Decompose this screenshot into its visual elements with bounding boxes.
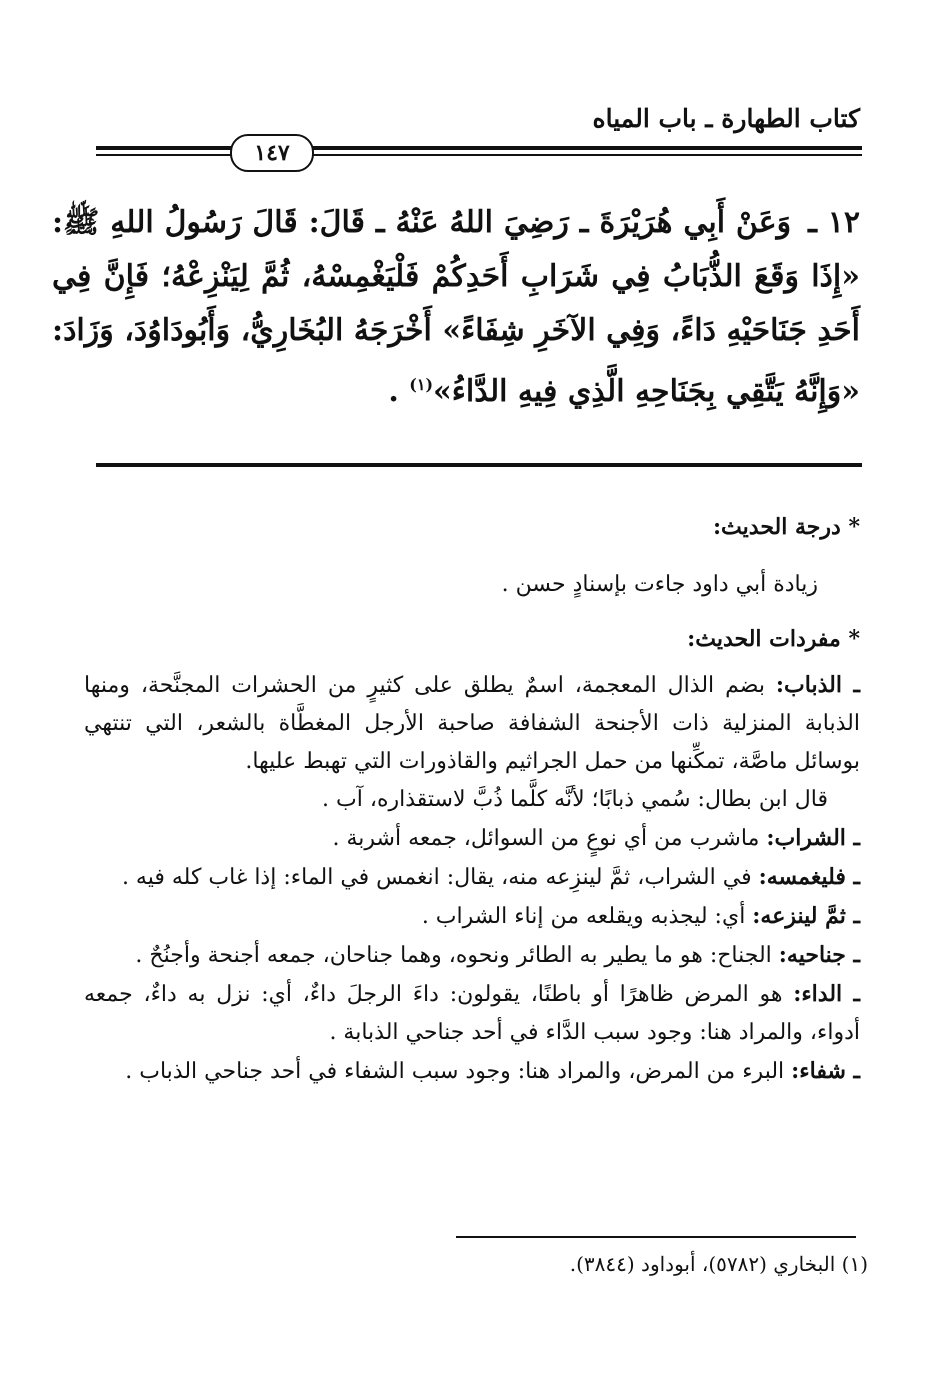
grade-text: زيادة أبي داود جاءت بإسنادٍ حسن . xyxy=(501,572,818,597)
running-title: كتاب الطهارة ـ باب المياه xyxy=(592,104,860,133)
vocab-definition: بضم الذال المعجمة، اسمٌ يطلق على كثيرٍ من الحشرات المجنَّحة، ومنها الذبابة المنزلية ذات الأجنحة الشفافة صاحبة الأرجل المغطَّاة بالشعر، التي تنتهي بوسائل ماصَّة، تمكِّنها من حمل الجراثيم والقاذورات التي تهبط عليها. xyxy=(84,673,860,774)
vocab-list xyxy=(84,666,860,1091)
vocab-term: ـ الداء: xyxy=(793,981,860,1007)
hadith-text-block xyxy=(52,196,860,419)
list-item xyxy=(84,1052,860,1091)
vocab-note: قال ابن بطال: سُمي ذبابًا؛ لأنَّه كلَّما ذُبَّ لاستقذاره، آب . xyxy=(322,787,828,812)
hadith-number: ١٢ ـ xyxy=(808,205,861,240)
vocab-term: ـ فليغمسه: xyxy=(758,864,860,890)
vocab-term: ـ الذباب: xyxy=(775,672,860,698)
header-rule-left xyxy=(96,146,236,150)
vocab-definition: ماشرب من أي نوعٍ من السوائل، جمعه أشربة . xyxy=(332,826,767,851)
header-rule-right-thin xyxy=(306,154,862,156)
footnote-marker: (١) xyxy=(409,375,434,394)
vocab-term: ـ شفاء: xyxy=(791,1058,860,1084)
vocab-definition: في الشراب، ثمَّ لينزِعه منه، يقال: انغمس في الماء: إذا غاب كله فيه . xyxy=(121,865,759,890)
list-item xyxy=(84,819,860,858)
vocab-definition: البرء من المرض، والمراد هنا: وجود سبب الشفاء في أحد جناحي الذباب . xyxy=(125,1059,792,1084)
list-item xyxy=(84,936,860,975)
list-item xyxy=(84,858,860,897)
list-item-note xyxy=(84,781,860,819)
hadith-text: وَعَنْ أَبِي هُرَيْرَةَ ـ رَضِيَ اللهُ عَنْهُ ـ قَالَ: قَالَ رَسُولُ اللهِ ﷺ: «إِذَا وَقَعَ الذُّبَابُ فِي شَرَابِ أَحَدِكُمْ فَلْيَغْمِسْهُ، ثُمَّ لِيَنْزِعْهُ؛ فَإِنَّ فِي أَحَدِ جَنَاحَيْهِ دَاءً، وَفِي الآخَرِ شِفَاءً» أَخْرَجَهُ البُخَارِيُّ، وَأَبُودَاوُدَ، وَزَادَ: «وَإِنَّهُ يَتَّقِي بِجَنَاحِهِ الَّذِي فِيهِ الدَّاءُ» xyxy=(52,205,860,409)
vocab-term: ـ جناحيه: xyxy=(778,942,860,968)
page-number: ١٤٧ xyxy=(230,134,314,172)
vocab-term: ـ الشراب: xyxy=(766,825,860,851)
footnote: (١) البخاري (٥٧٨٢)، أبوداود (٣٨٤٤). xyxy=(569,1252,868,1276)
vocab-term: ـ ثمَّ لينزعه: xyxy=(752,903,860,929)
header-rule-right xyxy=(306,146,862,150)
header-rule-left-thin xyxy=(96,154,236,156)
list-item xyxy=(84,897,860,936)
list-item xyxy=(84,975,860,1052)
vocab-definition: أي: ليجذبه ويقلعه من إناء الشراب . xyxy=(421,904,753,929)
vocab-definition: الجناح: هو ما يطير به الطائر ونحوه، وهما جناحان، جمعه أجنحة وأجنُحٌ . xyxy=(135,943,779,968)
section-divider xyxy=(96,463,862,467)
hadith-end: . xyxy=(388,374,410,409)
list-item xyxy=(84,666,860,781)
footnote-divider xyxy=(456,1236,856,1238)
vocab-definition: هو المرض ظاهرًا أو باطنًا، يقولون: داءَ الرجلَ داءٌ، أي: نزل به داءٌ، جمعه أدواء، والمراد هنا: وجود سبب الدَّاء في أحد جناحي الذبابة . xyxy=(84,982,860,1045)
vocab-heading: * مفردات الحديث: xyxy=(687,626,860,652)
grade-heading: * درجة الحديث: xyxy=(712,514,860,540)
